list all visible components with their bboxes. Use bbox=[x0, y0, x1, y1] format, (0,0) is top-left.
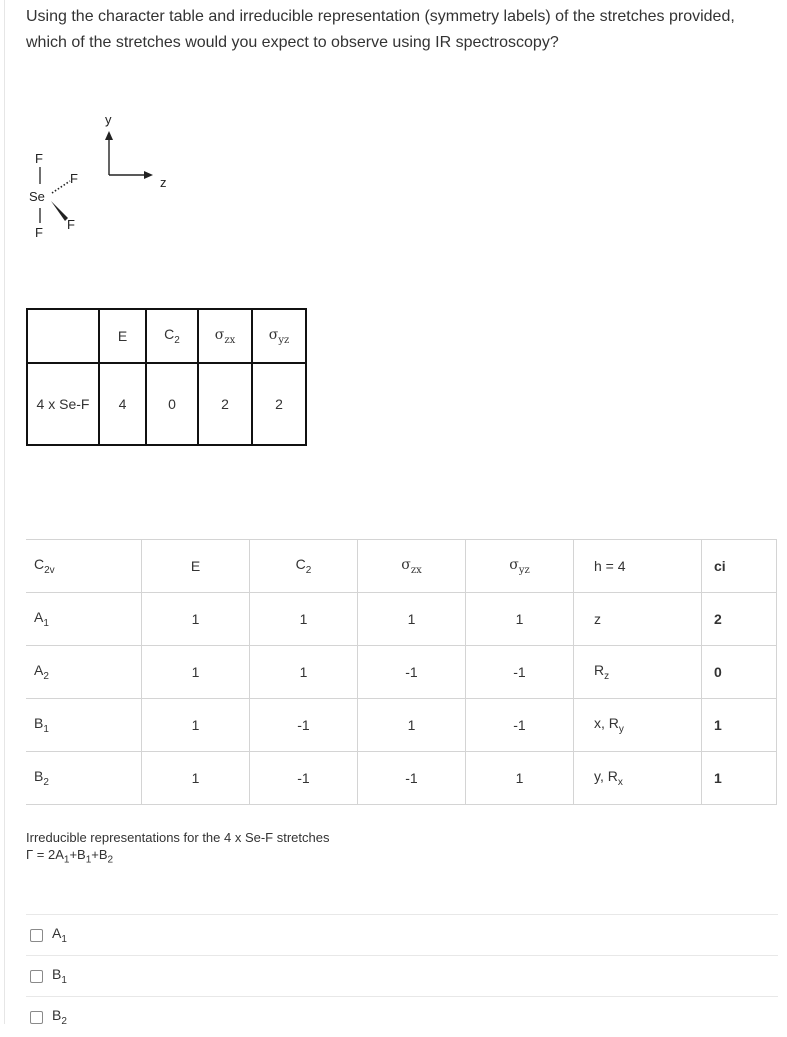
ct-ci-a1: 2 bbox=[702, 593, 777, 646]
ct-ci-a2: 0 bbox=[702, 646, 777, 699]
checkbox-a1[interactable] bbox=[30, 929, 43, 942]
ct-row-label-a1: $A_1$ bbox=[26, 593, 142, 646]
axis-y-arrowhead bbox=[105, 131, 113, 140]
ct-cell: -1 bbox=[250, 752, 358, 805]
ct-ci-b1: 1 bbox=[702, 699, 777, 752]
option-label-b2: $B_2$ bbox=[52, 1007, 67, 1027]
rep-value-c2: 0 bbox=[146, 363, 198, 445]
atom-f-lower-right: F bbox=[67, 217, 75, 232]
rep-corner-cell bbox=[27, 309, 99, 363]
ct-cell: -1 bbox=[358, 752, 466, 805]
ct-ci-b2: 1 bbox=[702, 752, 777, 805]
question-text: Using the character table and irreducible representation (symmetry labels) of the stretches provided, which of the stretches would you expect to observe using IR spectroscopy? bbox=[26, 8, 735, 51]
rep-header-e: E bbox=[99, 309, 146, 363]
ct-basis-b1: x, $R_y$ bbox=[574, 699, 702, 752]
ct-basis-a1: z bbox=[574, 593, 702, 646]
ct-basis-a2: $R_z$ bbox=[574, 646, 702, 699]
ct-row-a1 bbox=[26, 593, 777, 646]
ct-cell: 1 bbox=[466, 752, 574, 805]
ct-row-b1 bbox=[26, 699, 777, 752]
ct-row-label-a2: $A_2$ bbox=[26, 646, 142, 699]
bond-dashed-right bbox=[52, 181, 70, 193]
ct-header-c2: $C_2$ bbox=[250, 540, 358, 593]
sef4-molecule-diagram bbox=[20, 105, 190, 255]
ct-cell: 1 bbox=[358, 699, 466, 752]
ct-row-label-b2: $B_2$ bbox=[26, 752, 142, 805]
ct-row-label-b1: $B_1$ bbox=[26, 699, 142, 752]
ct-cell: -1 bbox=[466, 699, 574, 752]
option-label-b1: $B_1$ bbox=[52, 966, 67, 986]
ct-cell: 1 bbox=[250, 593, 358, 646]
option-a1[interactable] bbox=[26, 914, 778, 955]
rep-row-label: 4 x Se-F bbox=[27, 363, 99, 445]
ct-row-a2 bbox=[26, 646, 777, 699]
ct-header-e: E bbox=[142, 540, 250, 593]
left-border bbox=[4, 0, 5, 1024]
ct-cell: 1 bbox=[466, 593, 574, 646]
atom-f-right: F bbox=[70, 171, 78, 186]
ct-cell: -1 bbox=[466, 646, 574, 699]
checkbox-b2[interactable] bbox=[30, 1011, 43, 1024]
ct-header-ci: ci bbox=[702, 540, 777, 593]
ct-basis-b2: y, $R_x$ bbox=[574, 752, 702, 805]
irreducible-gamma: $\Gamma = 2A_1+B_1+B_2$ bbox=[26, 847, 114, 866]
ct-group-label: $C_{2v}$ bbox=[26, 540, 142, 593]
rep-value-e: 4 bbox=[99, 363, 146, 445]
ct-header-sigma-zx: $\sigma_{zx}$ bbox=[358, 540, 466, 593]
ct-cell: -1 bbox=[250, 699, 358, 752]
option-b1[interactable] bbox=[26, 955, 778, 996]
rep-value-sigma-yz: 2 bbox=[252, 363, 306, 445]
ct-cell: 1 bbox=[358, 593, 466, 646]
reducible-representation-table bbox=[26, 308, 307, 446]
rep-value-sigma-zx: 2 bbox=[198, 363, 252, 445]
option-b2[interactable] bbox=[26, 996, 778, 1037]
atom-se: Se bbox=[29, 189, 45, 204]
rep-header-sigma-zx: $\sigma_{zx}$ bbox=[198, 309, 252, 363]
ct-cell: -1 bbox=[358, 646, 466, 699]
ct-header-order: h = 4 bbox=[574, 540, 702, 593]
atom-f-bottom: F bbox=[35, 225, 43, 240]
ct-cell: 1 bbox=[142, 699, 250, 752]
option-label-a1: $A_1$ bbox=[52, 925, 67, 945]
ct-cell: 1 bbox=[142, 752, 250, 805]
c2v-character-table bbox=[26, 539, 777, 805]
atom-f-top: F bbox=[35, 151, 43, 166]
ct-header-row bbox=[26, 540, 777, 593]
ct-row-b2 bbox=[26, 752, 777, 805]
checkbox-b1[interactable] bbox=[30, 970, 43, 983]
axis-z-label: z bbox=[160, 175, 167, 190]
rep-header-c2: $C_2$ bbox=[146, 309, 198, 363]
ct-header-sigma-yz: $\sigma_{yz}$ bbox=[466, 540, 574, 593]
ct-cell: 1 bbox=[250, 646, 358, 699]
answer-options bbox=[26, 914, 778, 1037]
irreducible-title: Irreducible representations for the 4 x Se-F stretches bbox=[26, 830, 330, 845]
bond-wedge-lower-right bbox=[51, 201, 68, 221]
axis-z-arrowhead bbox=[144, 171, 153, 179]
ct-cell: 1 bbox=[142, 593, 250, 646]
ct-cell: 1 bbox=[142, 646, 250, 699]
rep-header-sigma-yz: $\sigma_{yz}$ bbox=[252, 309, 306, 363]
axis-y-label: y bbox=[105, 112, 112, 127]
